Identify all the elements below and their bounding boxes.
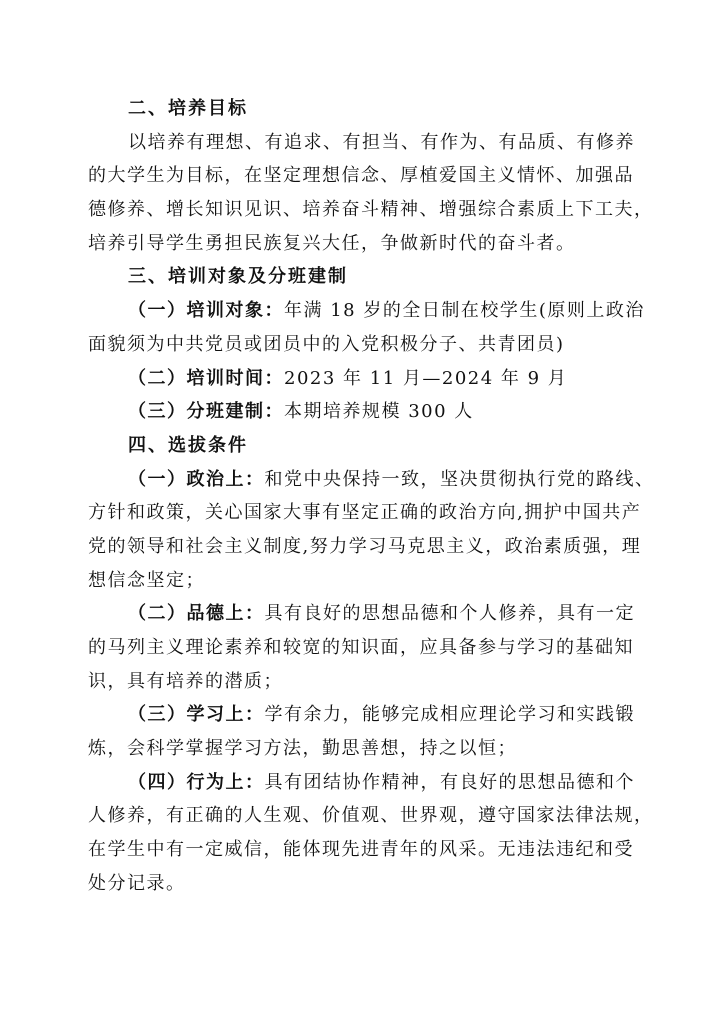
- paragraph-line: 识，具有培养的潜质；: [88, 670, 283, 692]
- item-text: 具有良好的思想品德和个人修养，具有一定: [264, 603, 635, 625]
- item-text: 和党中央保持一致，坚决贯彻执行党的路线、: [264, 468, 655, 490]
- item-label: （二）品德上：: [128, 603, 265, 625]
- item-label: （三）分班建制：: [128, 401, 284, 423]
- item-label: （一）培训对象：: [128, 300, 284, 322]
- paragraph-line: 的马列主义理论素养和较宽的知识面，应具备参与学习的基础知: [88, 637, 634, 658]
- paragraph-line: 培养引导学生勇担民族复兴大任，争做新时代的奋斗者。: [88, 232, 576, 254]
- item-behavior: [88, 766, 634, 800]
- item-political: [88, 463, 655, 497]
- paragraph-line: 德修养、增长知识见识、培养奋斗精神、增强综合素质上下工夫，: [88, 199, 654, 221]
- paragraph-line: 的大学生为目标，在坚定理想信念、厚植爱国主义情怀、加强品: [88, 165, 634, 187]
- paragraph-line: 人修养，有正确的人生观、价值观、世界观，遵守国家法律法规，: [88, 805, 654, 827]
- item-text: 本期培养规模 300 人: [284, 401, 474, 423]
- item-label: （四）行为上：: [128, 771, 265, 793]
- item-text: 学有余力，能够完成相应理论学习和实践锻: [264, 704, 635, 726]
- paragraph-line: 以培养有理想、有追求、有担当、有作为、有品质、有修养: [128, 131, 635, 153]
- section-heading-selection: 四、选拔条件: [128, 434, 248, 456]
- paragraph-line: 面貌须为中共党员或团员中的入党积极分子、共青团员): [88, 333, 565, 355]
- item-label: （一）政治上：: [128, 468, 265, 490]
- section-heading-goals: 二、培养目标: [128, 98, 248, 119]
- item-label: （三）学习上：: [128, 704, 265, 726]
- item-training-target: [88, 294, 645, 328]
- paragraph-line: 党的领导和社会主义制度,努力学习马克思主义，政治素质强，理: [88, 535, 642, 557]
- paragraph-line: 炼，会科学掌握学习方法，勤思善想，持之以恒；: [88, 738, 517, 760]
- item-morality: [88, 597, 634, 631]
- item-label: （二）培训时间：: [128, 367, 284, 389]
- item-class-system: [88, 395, 634, 429]
- document-body: [88, 92, 655, 901]
- paragraph-line: 方针和政策，关心国家大事有坚定正确的政治方向,拥护中国共产: [88, 502, 642, 524]
- paragraph-line: 处分记录。: [88, 872, 186, 894]
- item-text: 年满 18 岁的全日制在校学生(原则上政治: [284, 300, 645, 322]
- item-study: [88, 698, 634, 732]
- section-heading-training: 三、培训对象及分班建制: [128, 266, 348, 288]
- item-text: 2023 年 11 月—2024 年 9 月: [284, 367, 568, 389]
- paragraph-line: 在学生中有一定威信，能体现先进青年的风采。无违法违纪和受: [88, 839, 634, 861]
- paragraph-line: 想信念坚定；: [88, 569, 205, 591]
- item-training-time: [88, 362, 634, 396]
- item-text: 具有团结协作精神，有良好的思想品德和个: [264, 771, 635, 793]
